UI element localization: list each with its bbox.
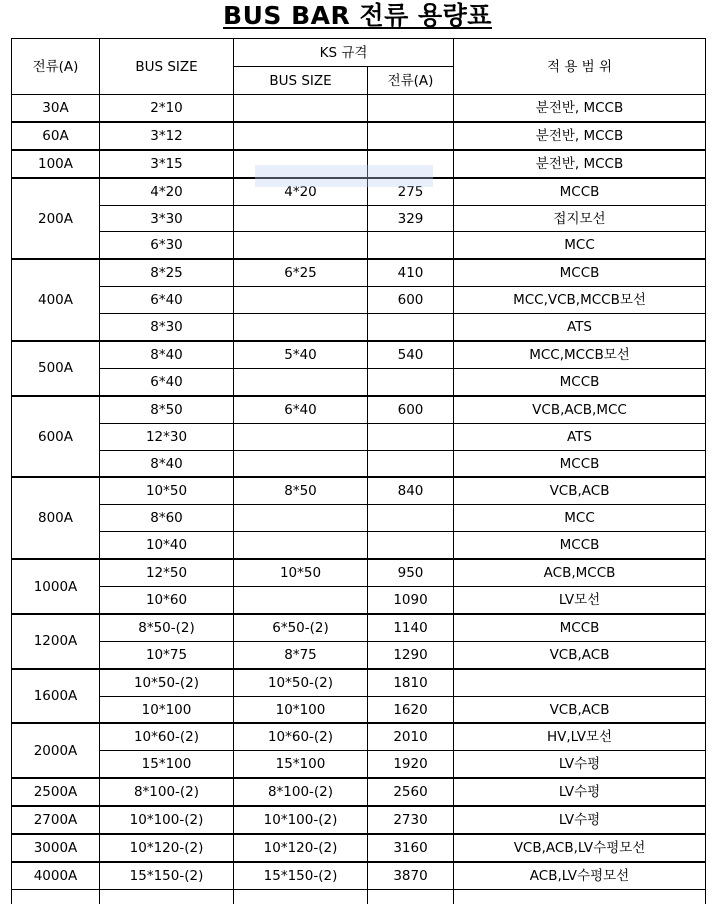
table-row (12, 806, 706, 834)
table-row (12, 423, 706, 450)
header-ks-bus-size: BUS SIZE (234, 67, 368, 95)
ks-current-cell (368, 423, 454, 450)
bus-size-cell: 15*100 (100, 751, 234, 778)
bus-size-cell: 8*50-(2) (100, 614, 234, 641)
header-bus-size: BUS SIZE (100, 39, 234, 95)
ks-current-cell (368, 368, 454, 395)
bus-size-cell: 10*60 (100, 587, 234, 614)
ks-bus-size-cell (234, 232, 368, 259)
current-rating-cell: 1600A (12, 669, 100, 724)
bus-size-cell: 8*40 (100, 450, 234, 477)
ks-current-cell (368, 532, 454, 559)
table-row (12, 751, 706, 778)
bus-size-cell: 8*40 (100, 341, 234, 368)
application-cell: ACB,LV수평모선 (454, 862, 706, 889)
ks-current-cell (368, 450, 454, 477)
current-rating-cell: 1200A (12, 614, 100, 669)
bus-size-cell: 10*50 (100, 477, 234, 504)
bus-size-cell: 10*50-(2) (100, 669, 234, 696)
application-cell: ATS (454, 314, 706, 341)
table-row (12, 450, 706, 477)
ks-bus-size-cell (234, 95, 368, 122)
bus-size-cell: 8*30 (100, 314, 234, 341)
ks-bus-size-cell: 6*40 (234, 396, 368, 423)
current-rating-cell: 2500A (12, 778, 100, 806)
current-rating-cell: 2000A (12, 723, 100, 778)
application-cell: MCCB (454, 259, 706, 286)
ks-current-cell: 1920 (368, 751, 454, 778)
ks-bus-size-cell (234, 368, 368, 395)
ks-current-cell: 3160 (368, 834, 454, 862)
current-rating-cell: 3000A (12, 834, 100, 862)
table-row (12, 368, 706, 395)
ks-current-cell: 3870 (368, 862, 454, 889)
application-cell: VCB,ACB,MCC (454, 396, 706, 423)
ks-current-cell: 1810 (368, 669, 454, 696)
bus-size-cell: 3*12 (100, 122, 234, 150)
bus-size-cell: 10*100 (100, 696, 234, 723)
table-row (12, 232, 706, 259)
ks-bus-size-cell: 8*50 (234, 477, 368, 504)
ks-bus-size-cell (234, 587, 368, 614)
application-cell (454, 669, 706, 696)
application-cell: 분전반, MCCB (454, 150, 706, 178)
ks-bus-size-cell: 10*100-(2) (234, 806, 368, 834)
empty-cell (100, 889, 234, 904)
table-row (12, 696, 706, 723)
ks-current-cell: 410 (368, 259, 454, 286)
application-cell: VCB,ACB (454, 641, 706, 668)
ks-bus-size-cell: 8*100-(2) (234, 778, 368, 806)
bus-size-cell: 3*30 (100, 205, 234, 232)
ks-current-cell (368, 95, 454, 122)
current-rating-cell: 4000A (12, 862, 100, 889)
empty-cell (368, 889, 454, 904)
bus-size-cell: 6*30 (100, 232, 234, 259)
table-row (12, 641, 706, 668)
application-cell: ACB,MCCB (454, 559, 706, 586)
table-row (12, 396, 706, 423)
header-ks-current: 전류(A) (368, 67, 454, 95)
table-row (12, 723, 706, 750)
current-rating-cell: 600A (12, 396, 100, 478)
ks-bus-size-cell (234, 450, 368, 477)
ks-current-cell: 1620 (368, 696, 454, 723)
bus-size-cell: 10*100-(2) (100, 806, 234, 834)
bus-size-cell: 10*60-(2) (100, 723, 234, 750)
ks-bus-size-cell: 10*50 (234, 559, 368, 586)
application-cell: 분전반, MCCB (454, 122, 706, 150)
application-cell: VCB,ACB (454, 477, 706, 504)
ks-bus-size-cell (234, 423, 368, 450)
application-cell: MCCB (454, 368, 706, 395)
table-row (12, 559, 706, 586)
application-cell: MCCB (454, 178, 706, 205)
ks-current-cell: 2560 (368, 778, 454, 806)
ks-current-cell: 1090 (368, 587, 454, 614)
ks-bus-size-cell: 4*20 (234, 178, 368, 205)
application-cell: MCC,MCCB모선 (454, 341, 706, 368)
bus-bar-table (11, 38, 706, 904)
ks-bus-size-cell (234, 287, 368, 314)
ks-current-cell: 1140 (368, 614, 454, 641)
bus-size-cell: 12*50 (100, 559, 234, 586)
bus-size-cell: 4*20 (100, 178, 234, 205)
bus-size-cell: 10*40 (100, 532, 234, 559)
ks-bus-size-cell: 10*120-(2) (234, 834, 368, 862)
current-rating-cell: 1000A (12, 559, 100, 614)
ks-bus-size-cell: 10*50-(2) (234, 669, 368, 696)
ks-current-cell (368, 505, 454, 532)
ks-current-cell: 840 (368, 477, 454, 504)
current-rating-cell: 200A (12, 178, 100, 260)
bus-size-cell: 15*150-(2) (100, 862, 234, 889)
ks-bus-size-cell (234, 314, 368, 341)
table-row (12, 287, 706, 314)
table-row (12, 505, 706, 532)
empty-cell (234, 889, 368, 904)
table-row (12, 341, 706, 368)
table-row (12, 122, 706, 150)
table-row (12, 205, 706, 232)
bus-size-cell: 6*40 (100, 287, 234, 314)
ks-current-cell: 950 (368, 559, 454, 586)
ks-bus-size-cell: 10*60-(2) (234, 723, 368, 750)
table-row (12, 314, 706, 341)
current-rating-cell: 800A (12, 477, 100, 559)
table-body (12, 95, 706, 904)
application-cell: VCB,ACB (454, 696, 706, 723)
application-cell: ATS (454, 423, 706, 450)
header-ks-standard: KS 규격 (234, 39, 454, 67)
application-cell: HV,LV모선 (454, 723, 706, 750)
table-row (12, 477, 706, 504)
bus-size-cell: 6*40 (100, 368, 234, 395)
table-row (12, 587, 706, 614)
ks-bus-size-cell: 6*25 (234, 259, 368, 286)
table-row-tail (12, 889, 706, 904)
ks-current-cell (368, 314, 454, 341)
bus-size-cell: 3*15 (100, 150, 234, 178)
ks-bus-size-cell (234, 122, 368, 150)
ks-bus-size-cell: 8*75 (234, 641, 368, 668)
application-cell: MCC,VCB,MCCB모선 (454, 287, 706, 314)
ks-current-cell (368, 150, 454, 178)
application-cell: 접지모선 (454, 205, 706, 232)
ks-current-cell: 600 (368, 396, 454, 423)
bus-size-cell: 8*100-(2) (100, 778, 234, 806)
current-rating-cell: 400A (12, 259, 100, 341)
empty-cell (454, 889, 706, 904)
application-cell: MCC (454, 505, 706, 532)
current-rating-cell: 30A (12, 95, 100, 122)
current-rating-cell: 100A (12, 150, 100, 178)
page-title: BUS BAR 전류 용량표 (223, 1, 492, 30)
empty-cell (12, 889, 100, 904)
current-rating-cell: 2700A (12, 806, 100, 834)
header-current: 전류(A) (12, 39, 100, 95)
ks-current-cell: 600 (368, 287, 454, 314)
ks-current-cell: 275 (368, 178, 454, 205)
application-cell: MCCB (454, 614, 706, 641)
bus-size-cell: 8*25 (100, 259, 234, 286)
bus-size-cell: 10*120-(2) (100, 834, 234, 862)
table-row (12, 150, 706, 178)
ks-bus-size-cell: 15*100 (234, 751, 368, 778)
ks-current-cell: 1290 (368, 641, 454, 668)
application-cell: MCC (454, 232, 706, 259)
table-row (12, 259, 706, 286)
table-row (12, 614, 706, 641)
current-rating-cell: 60A (12, 122, 100, 150)
ks-current-cell: 2730 (368, 806, 454, 834)
application-cell: MCCB (454, 450, 706, 477)
current-rating-cell: 500A (12, 341, 100, 396)
ks-current-cell (368, 122, 454, 150)
table-row (12, 669, 706, 696)
table-row (12, 862, 706, 889)
table-row (12, 532, 706, 559)
application-cell: LV수평 (454, 806, 706, 834)
ks-bus-size-cell (234, 532, 368, 559)
table-row (12, 778, 706, 806)
application-cell: LV수평 (454, 751, 706, 778)
ks-bus-size-cell: 10*100 (234, 696, 368, 723)
bus-size-cell: 8*60 (100, 505, 234, 532)
ks-bus-size-cell: 5*40 (234, 341, 368, 368)
application-cell: LV수평 (454, 778, 706, 806)
ks-bus-size-cell (234, 505, 368, 532)
application-cell: LV모선 (454, 587, 706, 614)
ks-bus-size-cell (234, 150, 368, 178)
ks-current-cell: 329 (368, 205, 454, 232)
ks-current-cell: 540 (368, 341, 454, 368)
ks-bus-size-cell: 15*150-(2) (234, 862, 368, 889)
table-row (12, 834, 706, 862)
application-cell: MCCB (454, 532, 706, 559)
ks-bus-size-cell: 6*50-(2) (234, 614, 368, 641)
bus-size-cell: 10*75 (100, 641, 234, 668)
ks-current-cell: 2010 (368, 723, 454, 750)
application-cell: 분전반, MCCB (454, 95, 706, 122)
table-row (12, 95, 706, 122)
header-application: 적 용 범 위 (454, 39, 706, 95)
ks-current-cell (368, 232, 454, 259)
application-cell: VCB,ACB,LV수평모선 (454, 834, 706, 862)
table-row (12, 178, 706, 205)
ks-bus-size-cell (234, 205, 368, 232)
bus-size-cell: 2*10 (100, 95, 234, 122)
bus-size-cell: 8*50 (100, 396, 234, 423)
bus-size-cell: 12*30 (100, 423, 234, 450)
